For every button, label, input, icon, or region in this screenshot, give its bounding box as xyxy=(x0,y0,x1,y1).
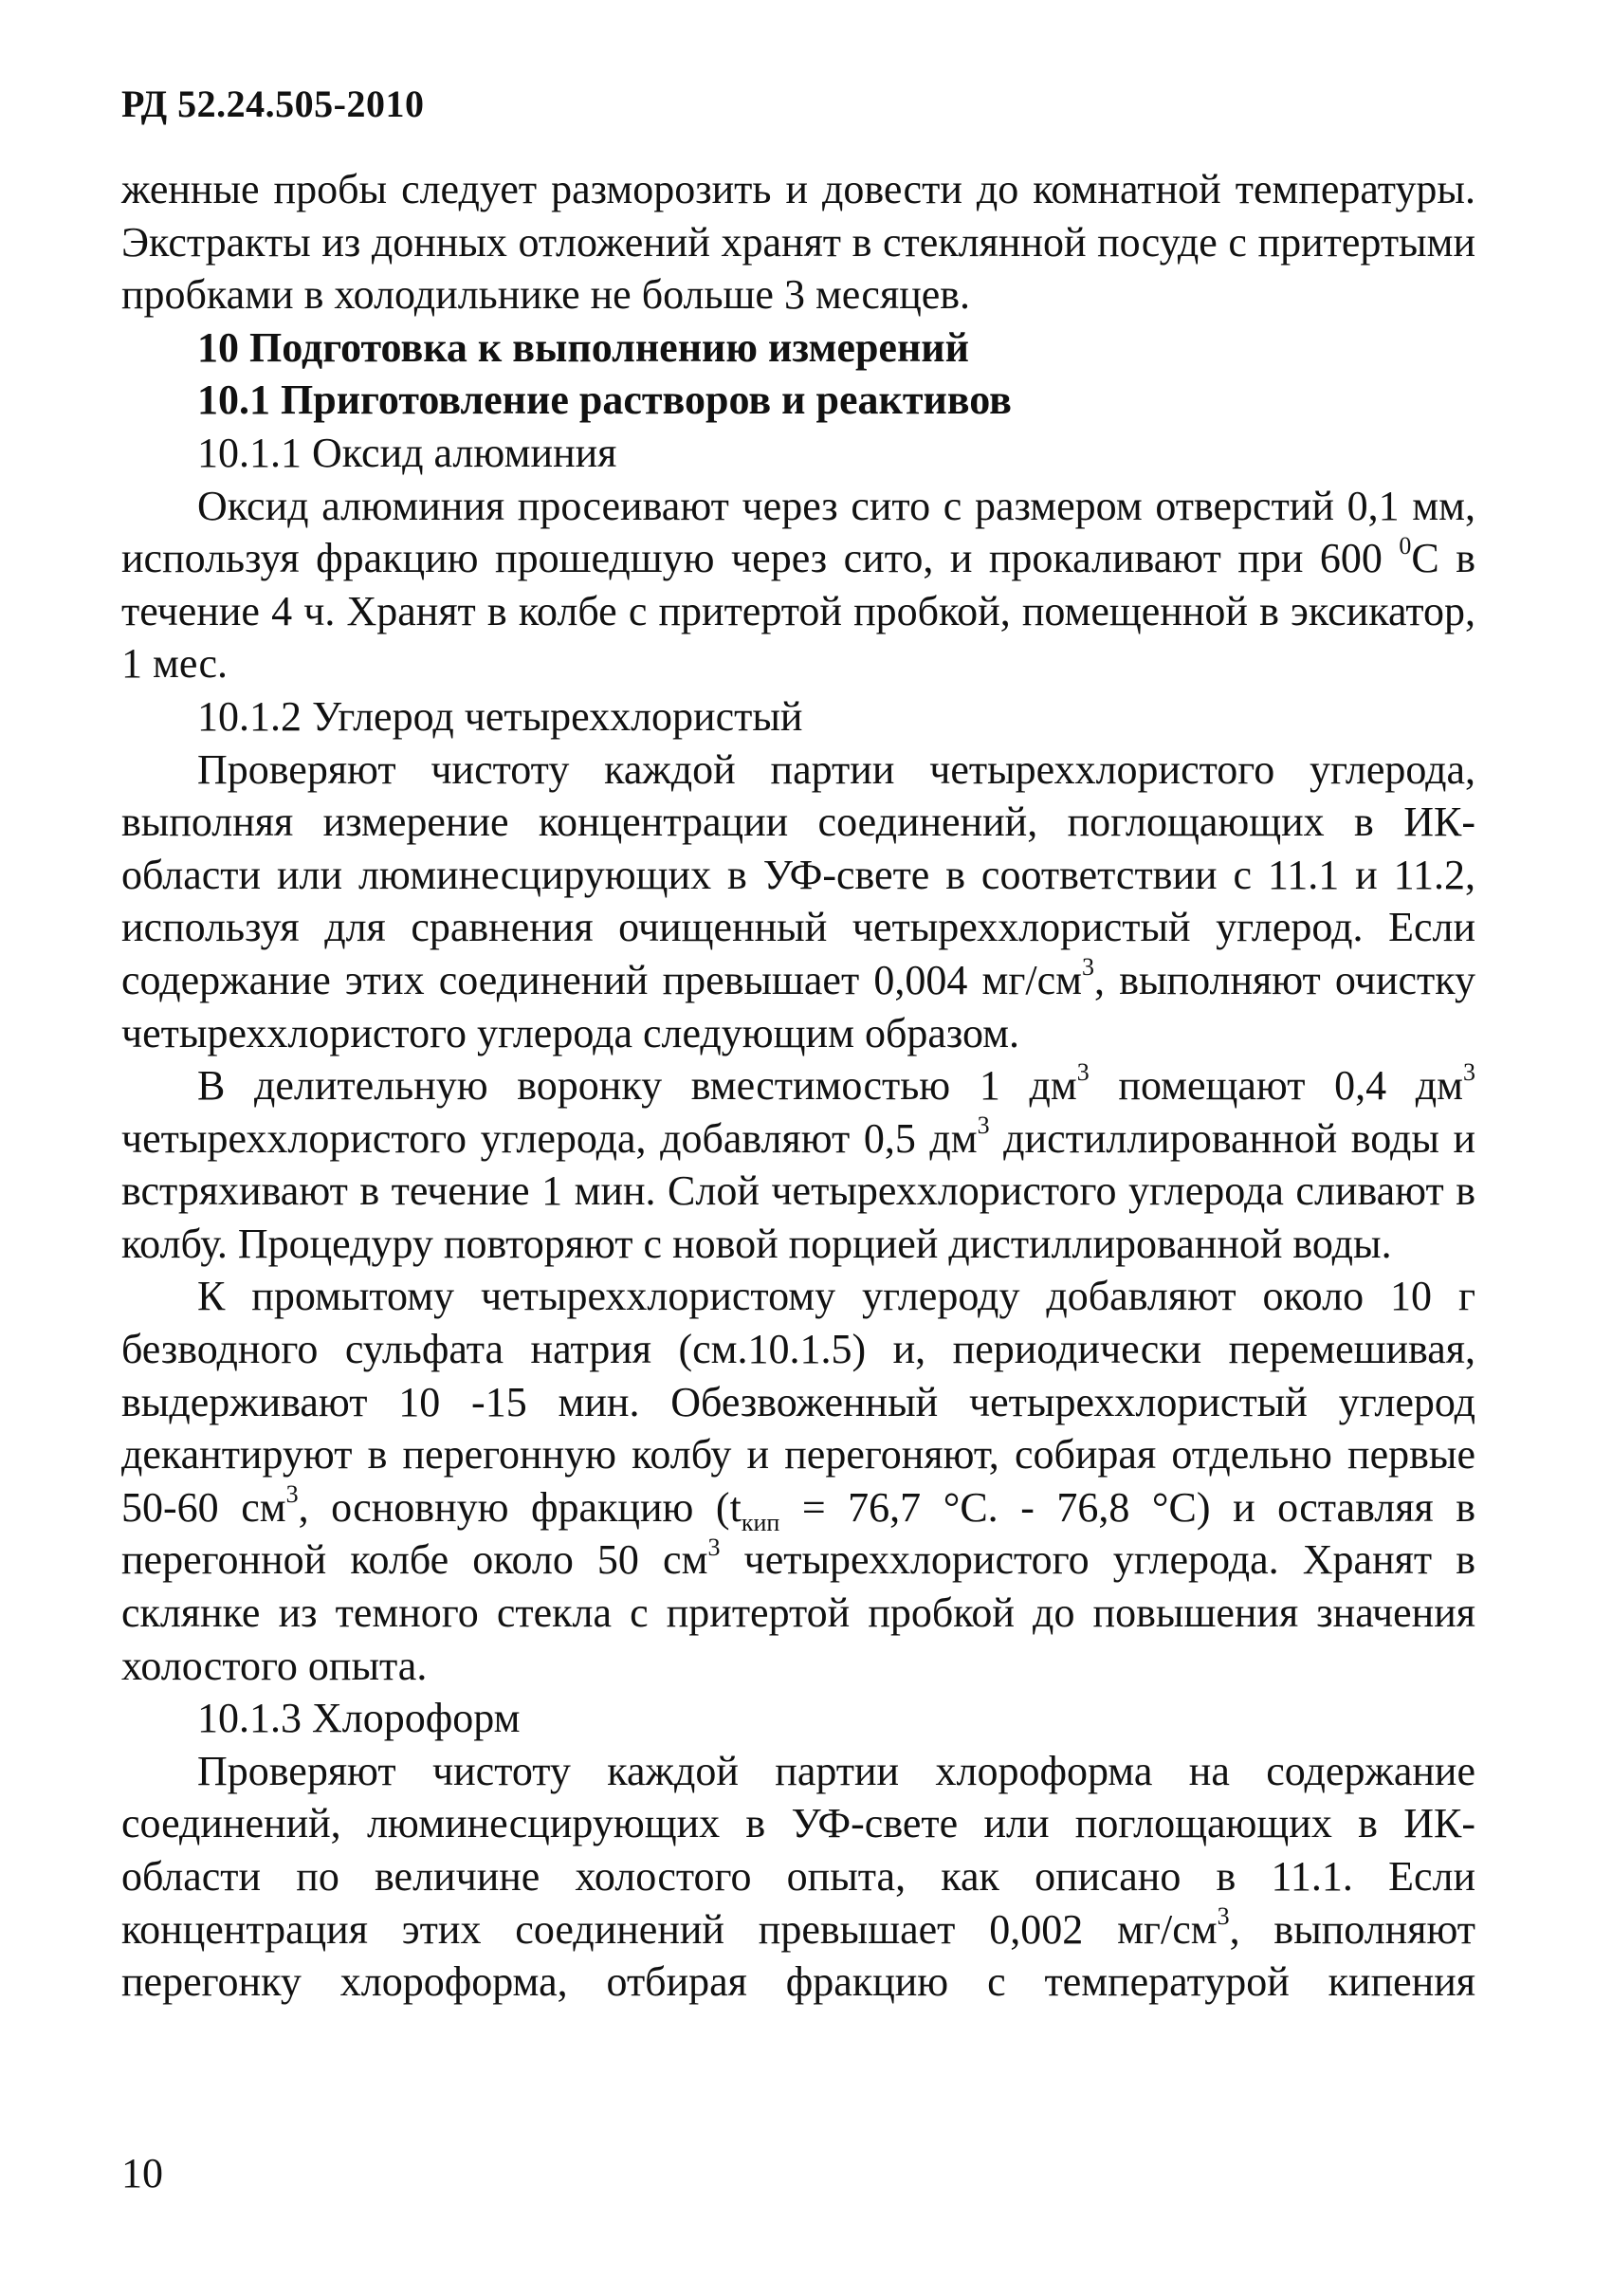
document-code-header: РД 52.24.505-2010 xyxy=(121,83,425,125)
page-number: 10 xyxy=(121,2150,163,2196)
item-heading-aluminium-oxide: 10.1.1 Оксид алюминия xyxy=(197,429,617,476)
continuation-paragraph: женные пробы следует разморозить и довести до комнатной температуры. Экстракты из донных отложений хранят в стеклянной посуде с притертыми пробками в холодильнике не больше 3 месяцев. xyxy=(121,166,1475,319)
subsection-heading: 10.1 Приготовление растворов и реактивов xyxy=(197,377,1012,424)
paragraph-chloroform: Проверяют чистоту каждой партии хлороформа на содержание соединений, люминесцирующих в УФ-свете или поглощающих в ИК-области по величине холостого опыта, как описано в 11.1. Если концентрация этих соединений превышает 0,002 $мг/см^3$, выполняют перегонку хлороформа, отбирая фракцию с температурой кипения xyxy=(121,1747,1475,2006)
paragraph-ccl4-washing: В делительную воронку вместимостью 1 $дм^3$ помещают 0,4 $дм^3$ четыреххлористого углерода, добавляют 0,5 $дм^3$ дистиллированной воды и встряхивают в течение 1 мин. Слой четыреххлористого углерода сливают в колбу. Процедуру повторяют с новой порцией дистиллированной воды. xyxy=(121,1058,1475,1267)
paragraph-aluminium-oxide: Оксид алюминия просеивают через сито с размером отверстий 0,1 мм, используя фракцию прошедшую через сито, и прокаливают при 600 $^0$С в течение 4 ч. Хранят в колбе с притертой пробкой, помещенной в эксикатор, 1 мес. xyxy=(121,482,1475,688)
item-heading-carbon-tetrachloride: 10.1.2 Углерод четыреххлористый xyxy=(197,692,803,740)
document-body xyxy=(121,163,1475,2009)
section-heading: 10 Подготовка к выполнению измерений xyxy=(197,323,969,371)
paragraph-ccl4-purity: Проверяют чистоту каждой партии четыреххлористого углерода, выполняя измерение концентрации соединений, поглощающих в ИК-области или люминесцирующих в УФ-свете в соответствии с 11.1 и 11.2, используя для сравнения очищенный четыреххлористый углерод. Если содержание этих соединений превышает 0,004 $мг/см^3$, выполняют очистку четыреххлористого углерода следующим образом. xyxy=(121,745,1475,1056)
paragraph-ccl4-distillation: К промытому четыреххлористому углероду добавляют около 10 г безводного сульфата натрия (см.10.1.5) и, периодически перемешивая, выдерживают 10 -15 мин. Обезвоженный четыреххлористый углерод декантируют в перегонную колбу и перегоняют, собирая отдельно первые 50-60 $см^3$, основную фракцию ($t_{кип} = 76,7$ °С. - 76,8 °С) и оставляя в перегонной колбе около 50 $см^3$ четыреххлористого углерода. Хранят в склянке из темного стекла с притертой пробкой до повышения значения холостого опыта. xyxy=(121,1273,1476,1689)
item-heading-chloroform: 10.1.3 Хлороформ xyxy=(197,1695,521,1742)
